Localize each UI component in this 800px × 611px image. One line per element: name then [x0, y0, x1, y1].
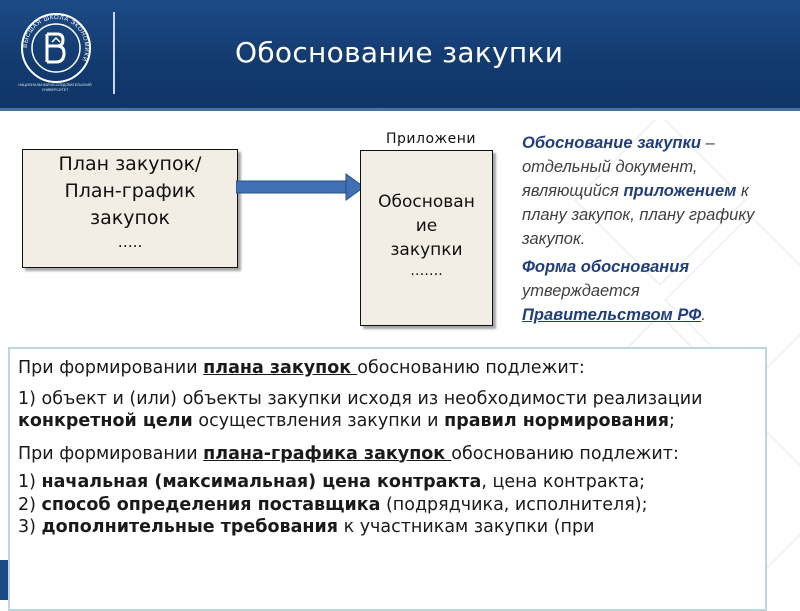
- logo-caption: НАЦИОНАЛЬНЫЙ ИССЛЕДОВАТЕЛЬСКИЙ УНИВЕРСИТЕТ: [18, 83, 92, 92]
- plan-box-line-3: закупок: [90, 207, 170, 229]
- just-box-line-1: Обоснован: [378, 192, 475, 212]
- plan-box-line-1: План закупок/: [58, 153, 202, 175]
- justification-box: [360, 150, 493, 326]
- schedule-requirement-item-3: [18, 516, 748, 539]
- plan-requirements-heading: [18, 357, 748, 380]
- description-government-term: Правительством РФ: [522, 306, 702, 324]
- description-form-term: Форма обоснования: [522, 258, 690, 276]
- item-number: 3): [18, 517, 42, 537]
- panel-text: 1) объект и (или) объекты закупки исходя из необходимости реализации: [18, 388, 703, 409]
- panel-text: к участникам закупки (при: [338, 517, 595, 537]
- arrow-right-icon: [236, 173, 366, 201]
- description-appendix-term: приложением: [623, 182, 737, 200]
- header-band: [0, 0, 800, 109]
- header-underline: [0, 108, 800, 111]
- plan-box-line-4: …..: [117, 233, 143, 251]
- specific-goal-term: конкретной цели: [18, 411, 193, 431]
- max-price-term: начальная (максимальная) цена контракта: [41, 472, 482, 492]
- requirements-panel: [8, 347, 767, 611]
- description-text-2-end: .: [701, 306, 706, 324]
- schedule-requirement-item-1: [18, 471, 748, 494]
- description-text: – отдельный документ, являющийся: [522, 134, 715, 200]
- plan-requirement-item-1: [18, 388, 748, 433]
- plan-box-line-2: План-график: [64, 180, 196, 202]
- schedule-requirement-item-2: [18, 494, 748, 517]
- item-number: 2): [18, 494, 42, 515]
- panel-text: , цена контракта;: [481, 472, 646, 492]
- supplier-method-term: способ определения поставщика: [41, 494, 381, 515]
- rationing-rules-term: правил нормирования: [444, 411, 670, 431]
- page-title: Обоснование закупки: [235, 36, 564, 69]
- panel-text: При формировании: [18, 358, 204, 378]
- panel-text: ;: [669, 411, 675, 431]
- additional-requirements-term: дополнительные требования: [41, 517, 338, 537]
- university-logo-icon: [20, 12, 92, 84]
- description-term: Обоснование закупки: [522, 134, 701, 152]
- plan-box: [22, 149, 238, 268]
- panel-text: (подрядчика, исполнителя);: [380, 494, 648, 515]
- description-text-2: утверждается: [522, 282, 640, 300]
- schedule-term: плана-графика закупок: [203, 443, 452, 464]
- appendix-label-line-1: Приложени: [385, 131, 476, 147]
- logo-ring-text: ВЫСШАЯ ШКОЛА ЭКОНОМИКИ: [22, 14, 90, 63]
- schedule-requirements-heading: [18, 443, 748, 466]
- panel-text: обоснованию подлежит:: [357, 358, 585, 378]
- bottom-accent-strip: [0, 560, 8, 600]
- panel-text: При формировании: [18, 443, 204, 464]
- just-box-line-3: закупки: [390, 240, 463, 260]
- description-paragraph-1: [522, 131, 782, 251]
- panel-text: обоснованию подлежит:: [451, 443, 679, 464]
- description-text-end: к плану закупок, плану графику закупок.: [522, 182, 755, 248]
- just-box-line-2: ие: [415, 216, 438, 236]
- header-divider: [113, 12, 115, 94]
- plan-term: плана закупок: [203, 358, 358, 378]
- item-number: 1): [18, 472, 42, 492]
- description-paragraph-2: [522, 255, 782, 327]
- description: [522, 131, 782, 331]
- panel-text: осуществления закупки и: [192, 411, 445, 431]
- just-box-line-4: …….: [410, 263, 443, 279]
